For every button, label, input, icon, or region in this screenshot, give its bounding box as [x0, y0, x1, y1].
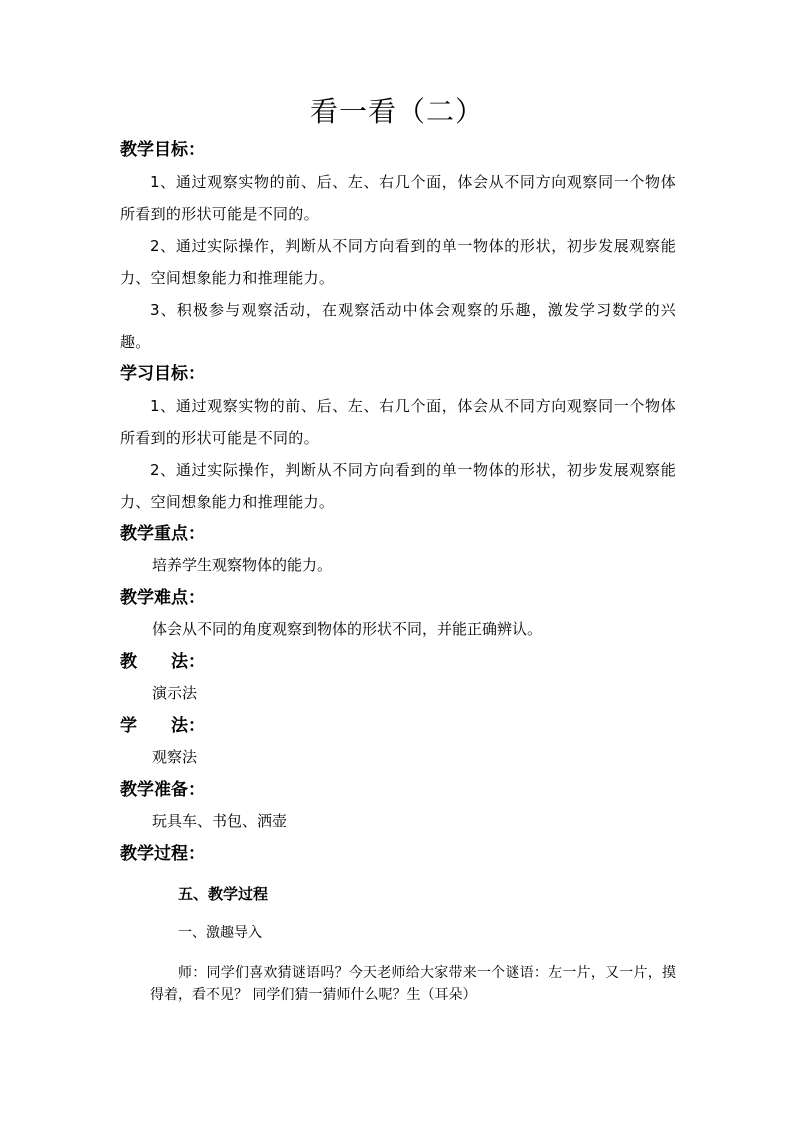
- teaching-goal-3: 3、积极参与观察活动，在观察活动中体会观察的乐趣，激发学习数学的兴趣。: [120, 301, 676, 351]
- difficult-points-text: 体会从不同的角度观察到物体的形状不同，并能正确辨认。: [152, 620, 543, 638]
- heading-learning-method: 学 法：: [120, 716, 205, 736]
- learning-goal-2: 2、通过实际操作，判断从不同方向看到的单一物体的形状，初步发展观察能力、空间想象能力和推理能力。: [120, 461, 676, 511]
- teaching-goal-2: 2、通过实际操作，判断从不同方向看到的单一物体的形状，初步发展观察能力、空间想象能力和推理能力。: [120, 237, 676, 287]
- learning-goal-1: 1、通过观察实物的前、后、左、右几个面，体会从不同方向观察同一个物体所看到的形状可能是不同的。: [120, 397, 676, 447]
- heading-teaching-goals: 教学目标：: [120, 140, 205, 160]
- heading-difficult-points: 教学难点：: [120, 588, 205, 608]
- process-step-1-text: 师：同学们喜欢猜谜语吗？今天老师给大家带来一个谜语：左一片，又一片，摸得着，看不见？ 同学们猜一猜师什么呢？生（耳朵）: [150, 965, 676, 1003]
- process-subheading: 五、教学过程: [178, 885, 269, 903]
- teaching-method-text: 演示法: [152, 684, 198, 702]
- preparation-text: 玩具车、书包、洒壶: [152, 812, 288, 830]
- document-title: 看一看（二）: [309, 95, 484, 128]
- learning-method-text: 观察法: [152, 748, 198, 766]
- heading-process: 教学过程：: [120, 844, 205, 864]
- heading-teaching-method: 教 法：: [120, 652, 205, 672]
- heading-preparation: 教学准备：: [120, 780, 205, 800]
- heading-key-points: 教学重点：: [120, 524, 205, 544]
- heading-learning-goals: 学习目标：: [120, 364, 205, 384]
- teaching-goal-1: 1、通过观察实物的前、后、左、右几个面，体会从不同方向观察同一个物体所看到的形状可能是不同的。: [120, 173, 676, 223]
- process-step-1: 一、激趣导入: [178, 925, 262, 941]
- key-points-text: 培养学生观察物体的能力。: [152, 556, 333, 574]
